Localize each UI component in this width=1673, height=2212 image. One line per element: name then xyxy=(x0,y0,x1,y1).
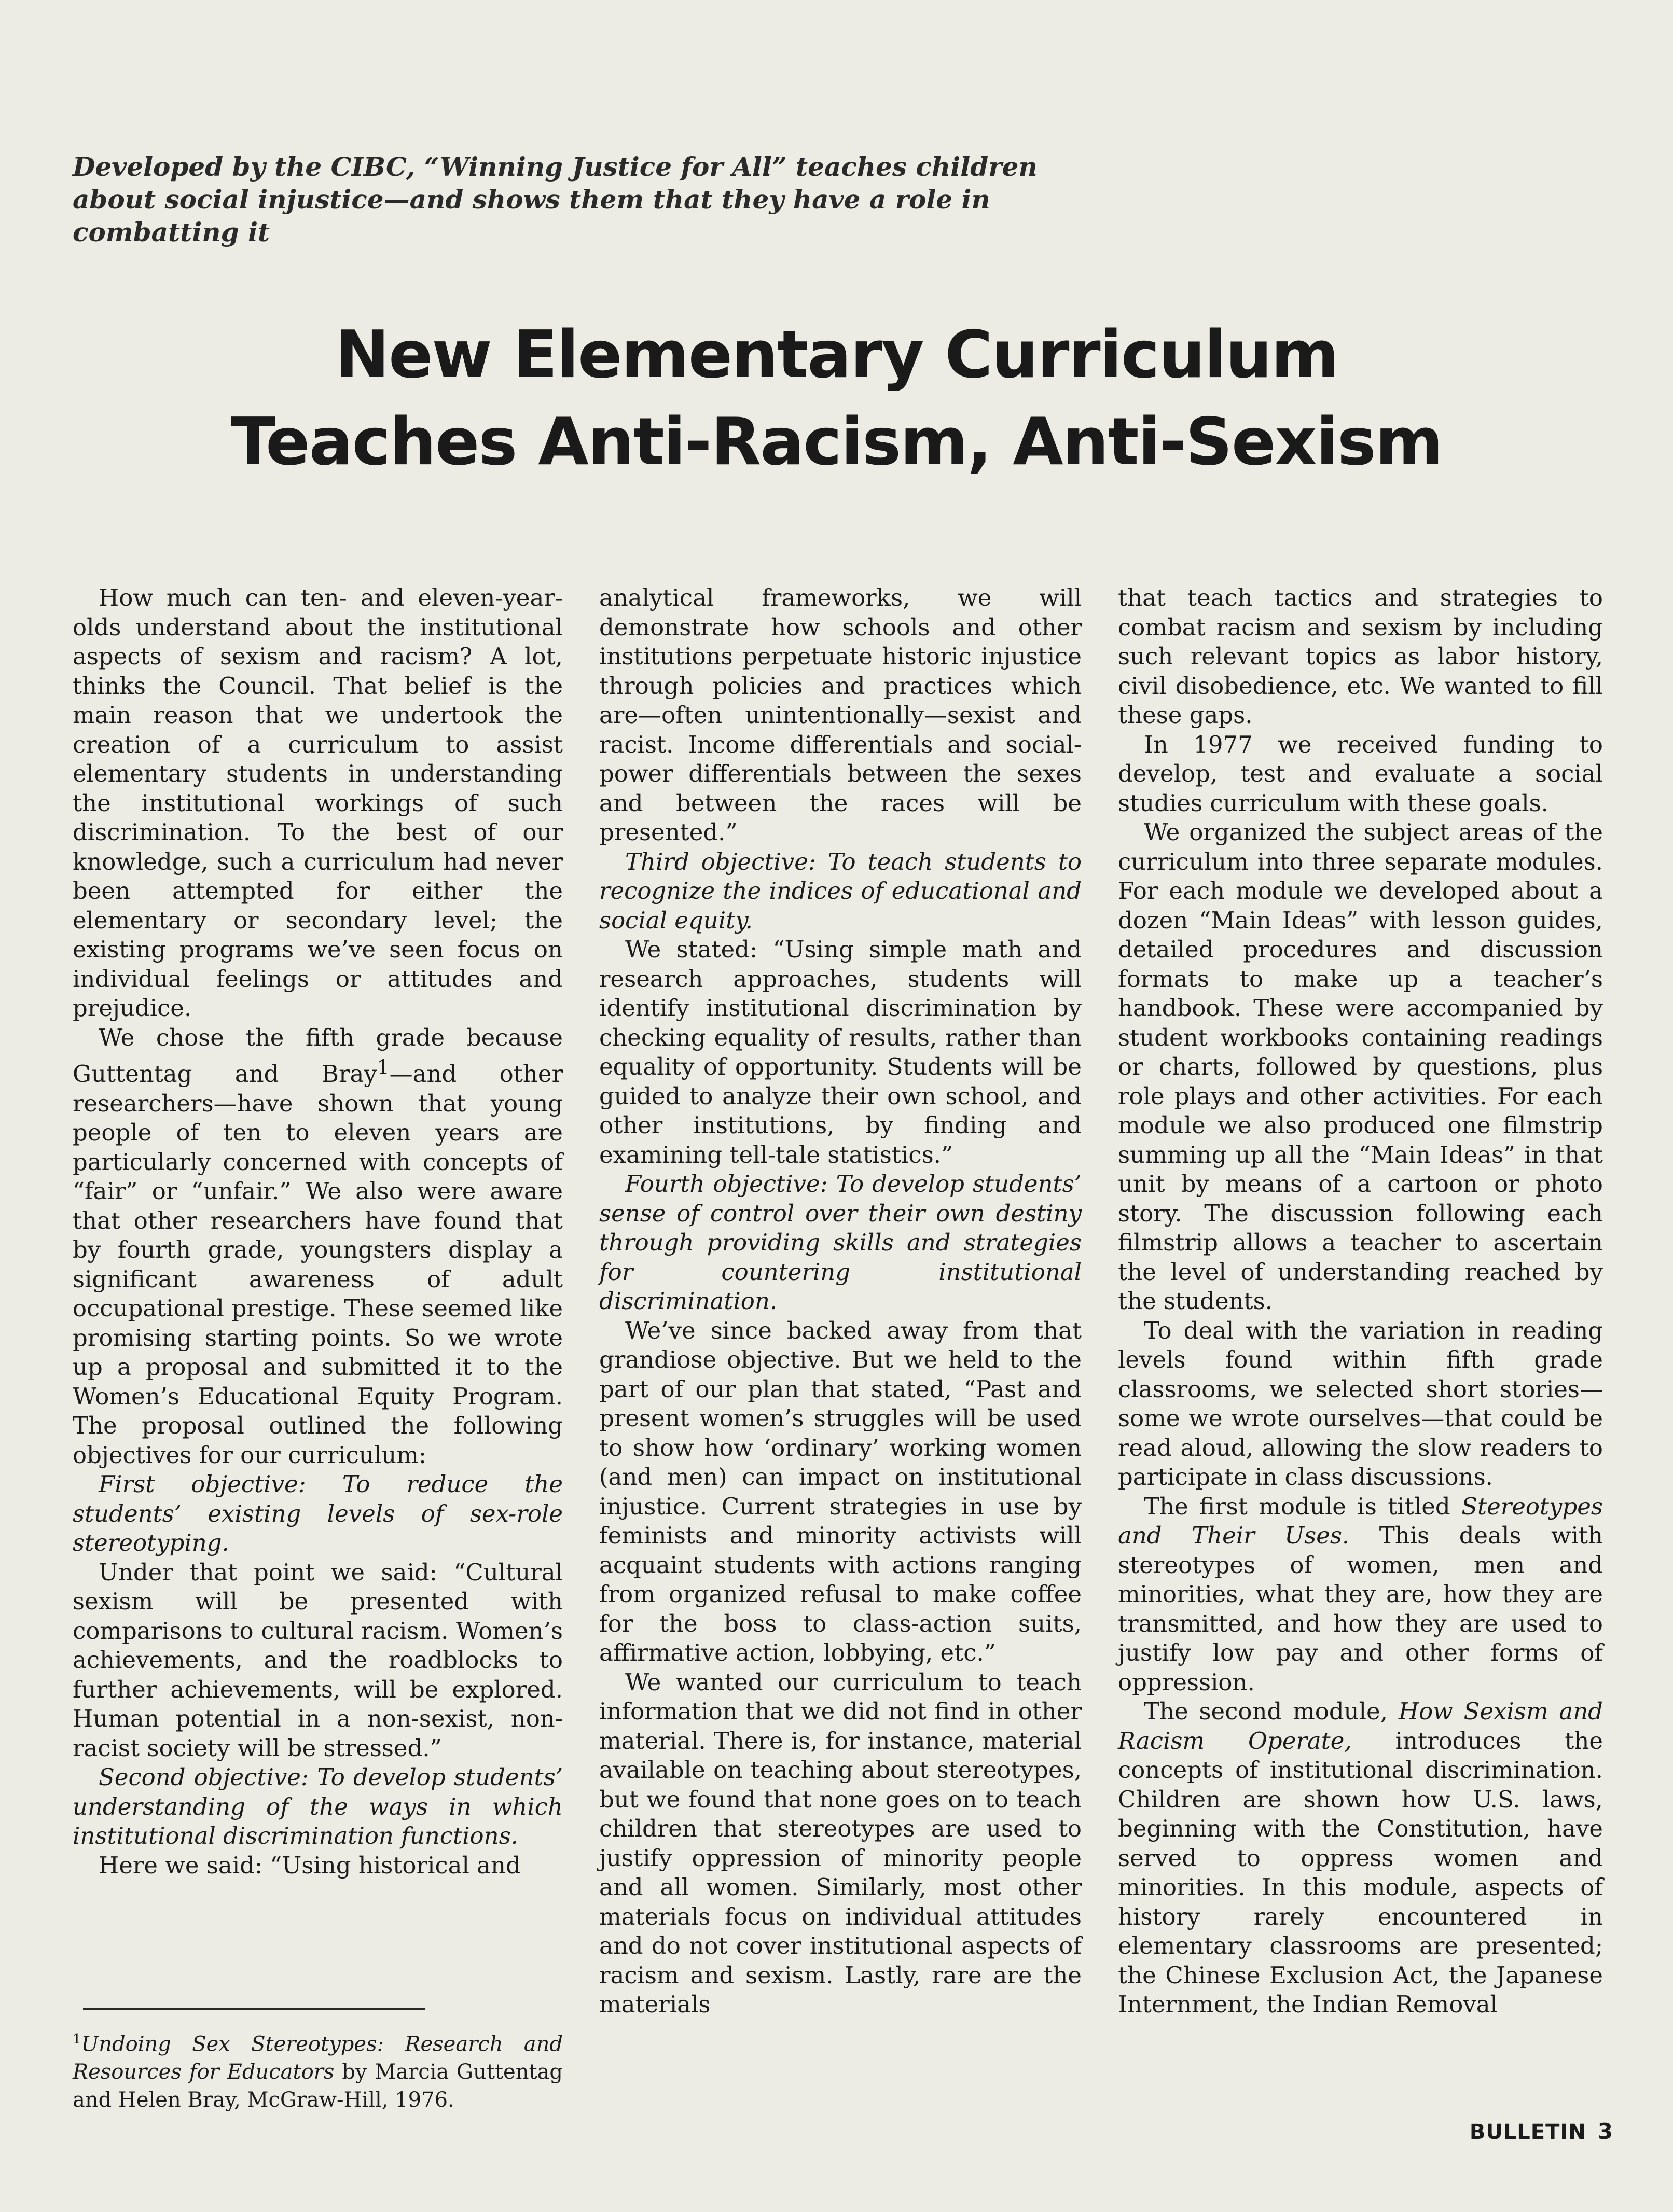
objective-4: Fourth objective: To develop students’ sense of control over their own destiny through providing skills and strategies for countering institutional discrimination. xyxy=(599,1170,1082,1315)
article-deck: Developed by the CIBC, “Winning Justice for All” teaches children about social injustice—and shows them that they have a role in combatting it xyxy=(73,151,1038,247)
page-number: 3 xyxy=(1597,2119,1613,2144)
paragraph: We wanted our curriculum to teach information that we did not find in other material. There is, for instance, material available on teaching about stereotypes, but we found that none goes on to teach children that stereotypes are used to justify oppression of minority people and all women. Similarly, most other materials focus on individual attitudes and do not cover institutional aspects of racism and sexism. Lastly, rare are the materials xyxy=(599,1668,1082,2018)
folio-label: BULLETIN xyxy=(1469,2120,1586,2144)
headline-line-2: Teaches Anti-Racism, Anti-Sexism xyxy=(230,404,1443,480)
module-title: Stereotypes and Their Uses. xyxy=(1118,1492,1603,1549)
text-run: The second module, xyxy=(1144,1698,1388,1725)
objective-1: First objective: To reduce the students’ existing levels of sex-role stereotyping. xyxy=(73,1470,563,1556)
paragraph: To deal with the variation in reading levels found within fifth grade classrooms, we selected short stories—some we wrote ourselves—that could be read aloud, allowing the slow readers to participate in class discussions. xyxy=(1118,1316,1603,1491)
text-run: The first module is titled xyxy=(1144,1492,1450,1520)
text-run: —and other researchers—have shown that young people of ten to eleven years are particularly concerned with concepts of “fair” or “unfair.” We also were aware that other researchers have found that by fourth grade, youngsters display a significant awareness of adult occupational prestige. These seemed like promising starting points. So we wrote up a proposal and submitted it to the Women’s Educational Equity Program. The proposal outlined the following objectives for our curriculum: xyxy=(73,1060,563,1469)
footnote-book-title: Undoing Sex Stereotypes: Research and Resources for Educators xyxy=(73,2032,563,2084)
page-folio xyxy=(1470,2119,1613,2144)
footnote-citation: by Marcia Guttentag and Helen Bray, McGraw-Hill, 1976. xyxy=(73,2060,563,2112)
text-column-3 xyxy=(1118,583,1603,2020)
paragraph: that teach tactics and strategies to combat racism and sexism by including such relevant topics as labor history, civil disobedience, etc. We wanted to fill these gaps. xyxy=(1118,584,1603,729)
text-column-2 xyxy=(599,583,1082,2020)
article-headline xyxy=(0,311,1673,485)
text-run: This deals with stereotypes of women, men and minorities, what they are, how they are transmitted, and how they are used to justify low pay and other forms of oppression. xyxy=(1118,1522,1603,1696)
paragraph: We stated: “Using simple math and research approaches, students will identify institutional discrimination by checking equality of results, rather than equality of opportunity. Students will be guided to analyze their own school, and other institutions, by finding and examining tell-tale statistics.” xyxy=(599,936,1082,1168)
paragraph: analytical frameworks, we will demonstrate how schools and other institutions perpetuate historic injustice through policies and practices which are—often unintentionally—sexist and racist. Income differentials and social-power differentials between the sexes and between the races will be presented.” xyxy=(599,584,1082,846)
text-run: introduces the concepts of institutional discrimination. Children are shown how U.S. laws, beginning with the Constitution, have served to oppress women and minorities. In this module, aspects of history rarely encountered in elementary classrooms are presented; the Chinese Exclusion Act, the Japanese Internment, the Indian Removal xyxy=(1118,1727,1603,2018)
paragraph: Under that point we said: “Cultural sexism will be presented with comparisons to cultural racism. Women’s achievements, and the roadblocks to further achievements, will be explored. Human potential in a non-sexist, non-racist society will be stressed.” xyxy=(73,1558,563,1762)
footnote-marker: 1 xyxy=(377,1055,390,1078)
footnote-mark: 1 xyxy=(73,2032,81,2047)
headline-line-1: New Elementary Curriculum xyxy=(335,316,1338,393)
paragraph: In 1977 we received funding to develop, test and evaluate a social studies curriculum with these goals. xyxy=(1118,730,1603,817)
paragraph xyxy=(1118,1492,1603,1698)
text-run: We chose the fifth grade because Guttentag and Bray xyxy=(73,1023,563,1088)
paragraph: We organized the subject areas of the curriculum into three separate modules. For each module we developed about a dozen “Main Ideas” with lesson guides, detailed procedures and discussion formats to make up a teacher’s handbook. These were accompanied by student workbooks containing readings or charts, followed by questions, plus role plays and other activities. For each module we also produced one filmstrip summing up all the “Main Ideas” in that unit by means of a cartoon or photo story. The discussion following each filmstrip allows a teacher to ascertain the level of understanding reached by the students. xyxy=(1118,818,1603,1315)
paragraph: How much can ten- and eleven-year-olds understand about the institutional aspects of sexism and racism? A lot, thinks the Council. That belief is the main reason that we undertook the creation of a curriculum to assist elementary students in understanding the institutional workings of such discrimination. To the best of our knowledge, such a curriculum had never been attempted for either the elementary or secondary level; the existing programs we’ve seen focus on individual feelings or attitudes and prejudice. xyxy=(73,584,563,1022)
objective-2: Second objective: To develop students’ understanding of the ways in which institutional discrimination functions. xyxy=(73,1763,563,1849)
objective-3: Third objective: To teach students to recognize the indices of educational and social equity. xyxy=(599,847,1082,934)
paragraph xyxy=(73,1023,563,1470)
paragraph: We’ve since backed away from that grandiose objective. But we held to the part of our plan that stated, “Past and present women’s struggles will be used to show how ‘ordinary’ working women (and men) can impact on institutional injustice. Current strategies in use by feminists and minority activists will acquaint students with actions ranging from organized refusal to make coffee for the boss to class-action suits, affirmative action, lobbying, etc.” xyxy=(599,1316,1082,1666)
paragraph: Here we said: “Using historical and xyxy=(99,1851,521,1879)
paragraph xyxy=(1118,1697,1603,2020)
footnote-rule xyxy=(83,2008,425,2010)
footnote xyxy=(73,2025,563,2114)
module-title: How Sexism and Racism Operate, xyxy=(1118,1698,1603,1755)
text-column-1 xyxy=(73,583,563,1880)
